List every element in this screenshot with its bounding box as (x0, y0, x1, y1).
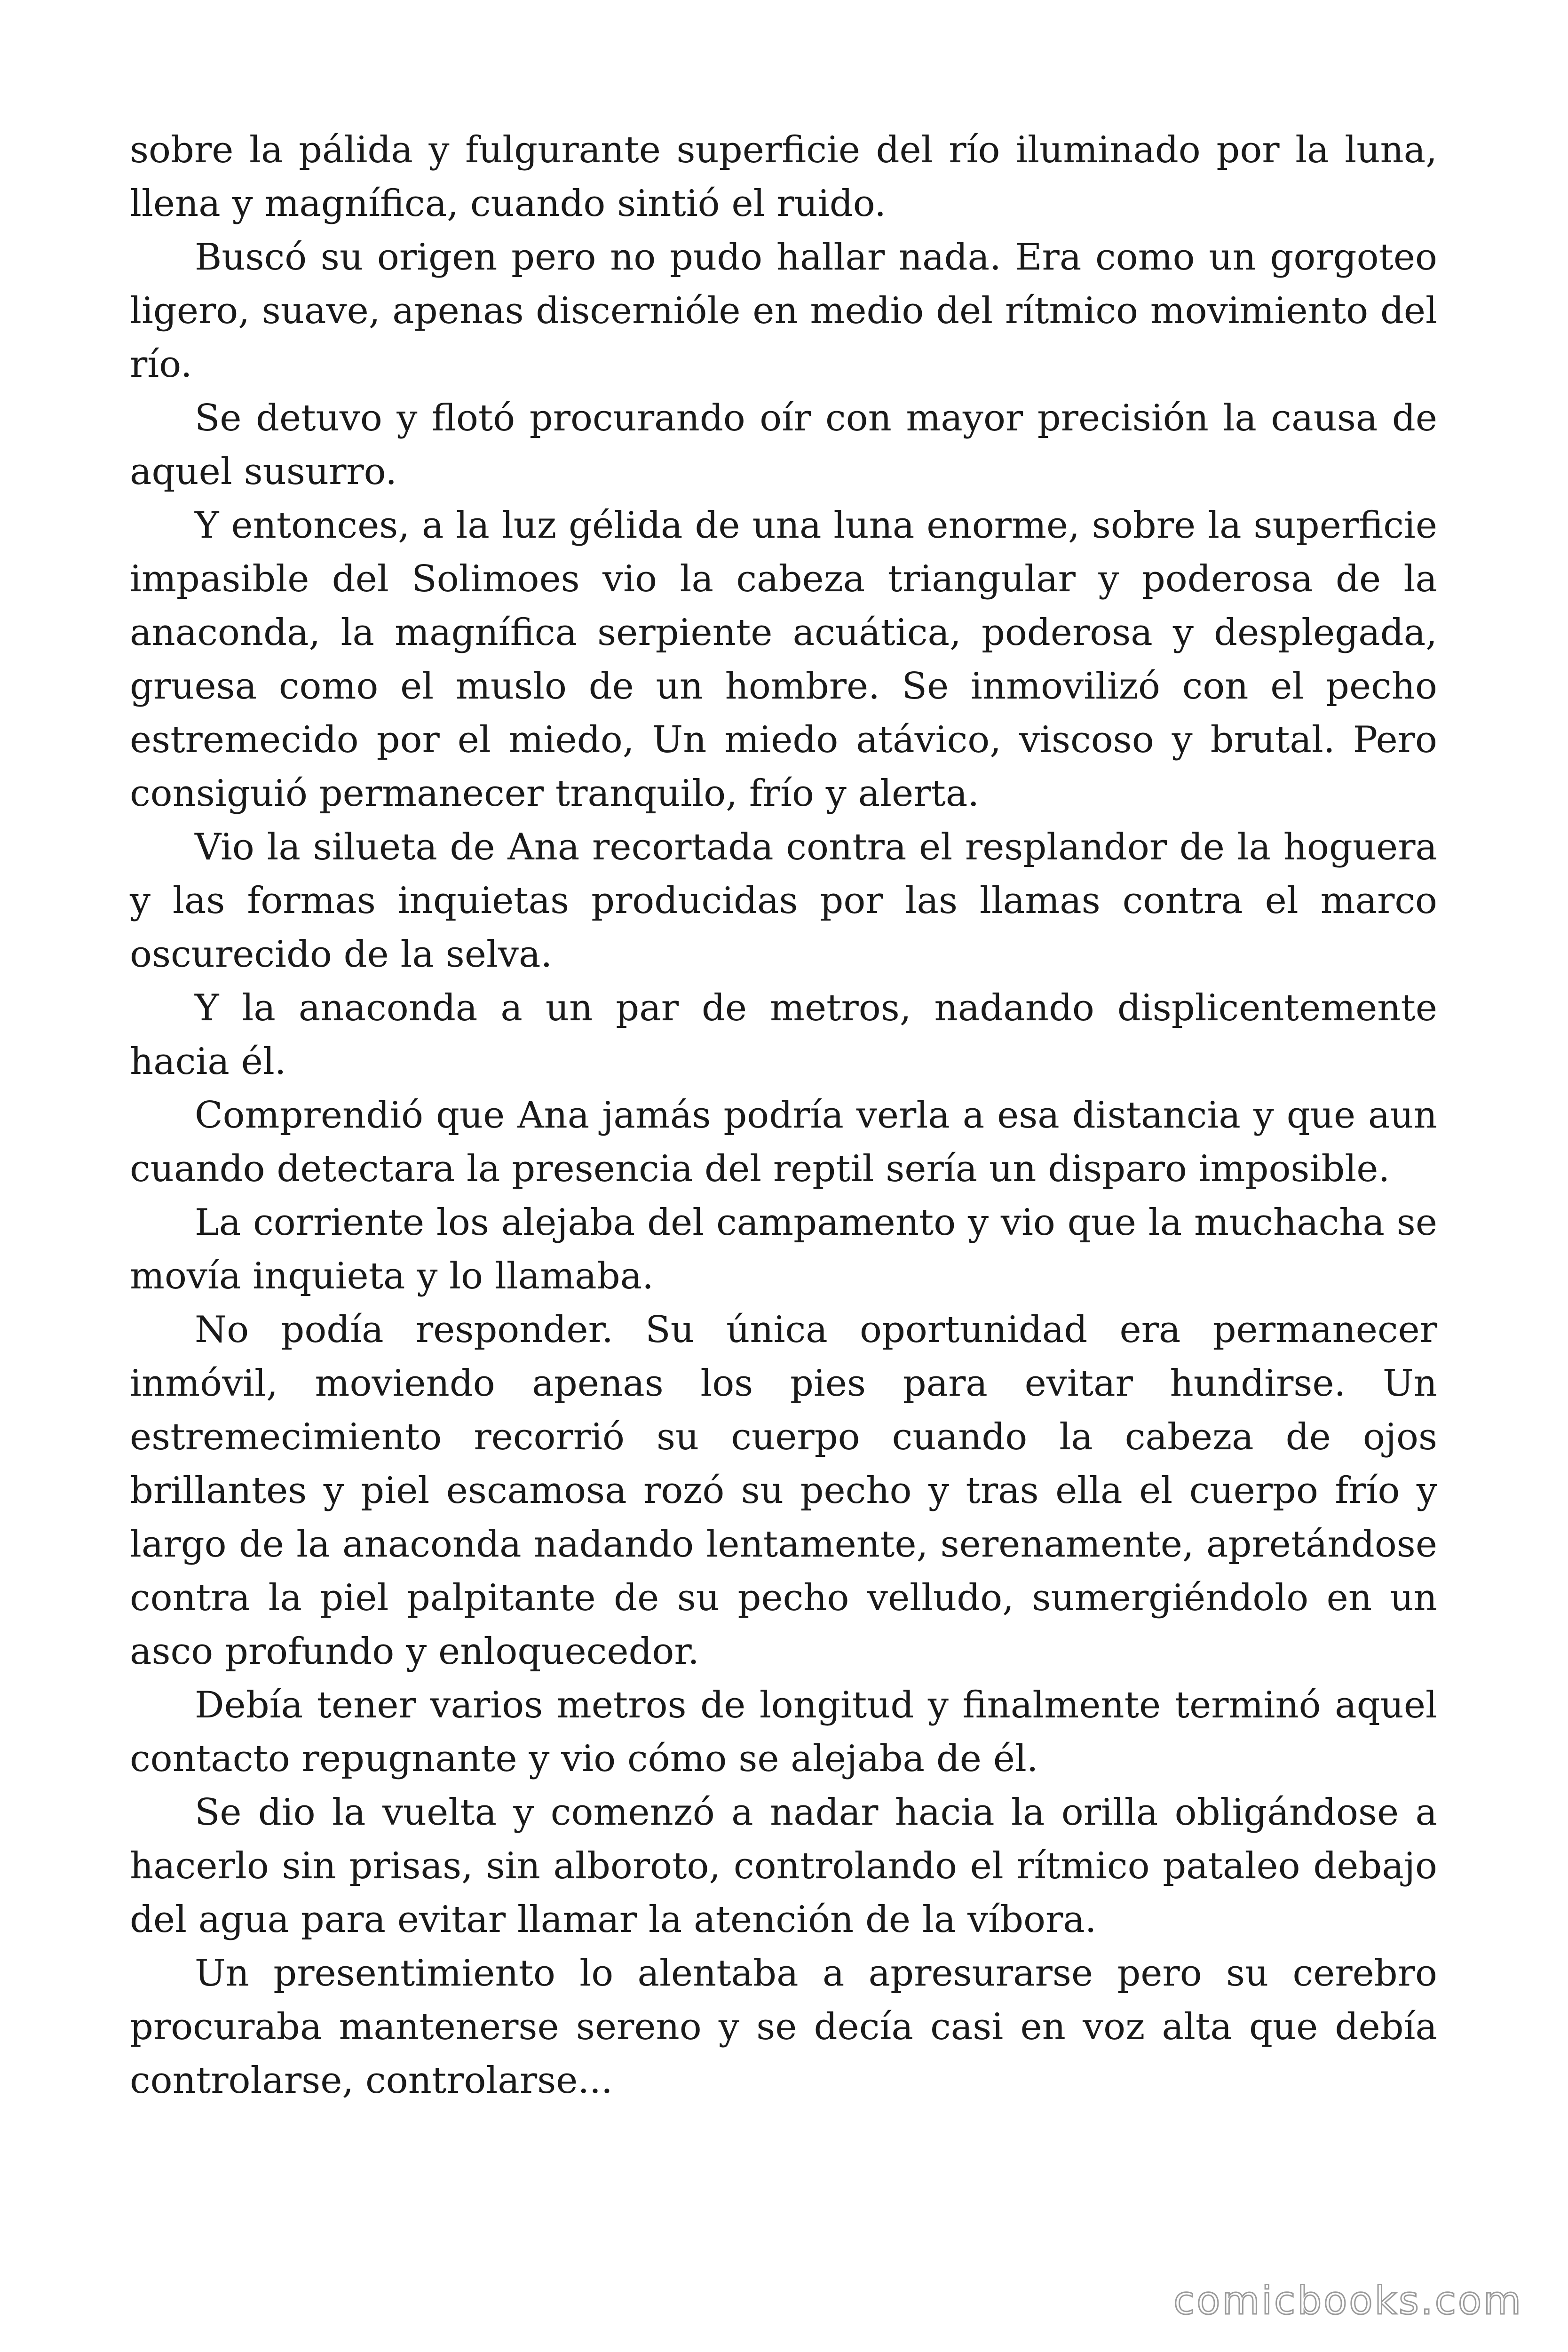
paragraph-5: Vio la silueta de Ana recortada contra el resplandor de la hoguera y las formas inquietas producidas por las llamas contra el marco oscurecido de la selva. (130, 826, 1437, 976)
paragraph-3: Se detuvo y flotó procurando oír con mayor precisión la causa de aquel susurro. (130, 397, 1437, 493)
paragraph-4: Y entonces, a la luz gélida de una luna enorme, sobre la superficie impasible del Solimoes vio la cabeza triangular y poderosa de la anaconda, la magnífica serpiente acuática, poderosa y desplegada, gruesa como el muslo de un hombre. Se inmovilizó con el pecho estremecido por el miedo, Un miedo atávico, viscoso y brutal. Pero consiguió permanecer tranquilo, frío y alerta. (130, 504, 1437, 815)
paragraph-12: Un presentimiento lo alentaba a apresurarse pero su cerebro procuraba mantenerse sereno y se decía casi en voz alta que debía controlarse, controlarse... (130, 1952, 1437, 2102)
paragraph-6: Y la anaconda a un par de metros, nadando displicentemente hacia él. (130, 987, 1437, 1083)
paragraph-1: sobre la pálida y fulgurante superficie del río iluminado por la luna, llena y magnífica, cuando sintió el ruido. (130, 129, 1437, 225)
paragraph-10: Debía tener varios metros de longitud y finalmente terminó aquel contacto repugnante y vio cómo se alejaba de él. (130, 1684, 1437, 1780)
paragraph-7: Comprendió que Ana jamás podría verla a esa distancia y que aun cuando detectara la presencia del reptil sería un disparo imposible. (130, 1094, 1437, 1190)
paragraph-2: Buscó su origen pero no pudo hallar nada. Era como un gorgoteo ligero, suave, apenas discernióle en medio del rítmico movimiento del río. (130, 236, 1437, 386)
body-text (130, 123, 1437, 2107)
paragraph-8: La corriente los alejaba del campamento y vio que la muchacha se movía inquieta y lo llamaba. (130, 1201, 1437, 1297)
paragraph-11: Se dio la vuelta y comenzó a nadar hacia la orilla obligándose a hacerlo sin prisas, sin alboroto, controlando el rítmico pataleo debajo del agua para evitar llamar la atención de la víbora. (130, 1791, 1437, 1941)
watermark: comicbooks.com (1173, 2279, 1523, 2323)
paragraph-9: No podía responder. Su única oportunidad era permanecer inmóvil, moviendo apenas los pies para evitar hundirse. Un estremecimiento recorrió su cuerpo cuando la cabeza de ojos brillantes y piel escamosa rozó su pecho y tras ella el cuerpo frío y largo de la anaconda nadando lentamente, serenamente, apretándose contra la piel palpitante de su pecho velludo, sumergiéndolo en un asco profundo y enloquecedor. (130, 1309, 1437, 1673)
